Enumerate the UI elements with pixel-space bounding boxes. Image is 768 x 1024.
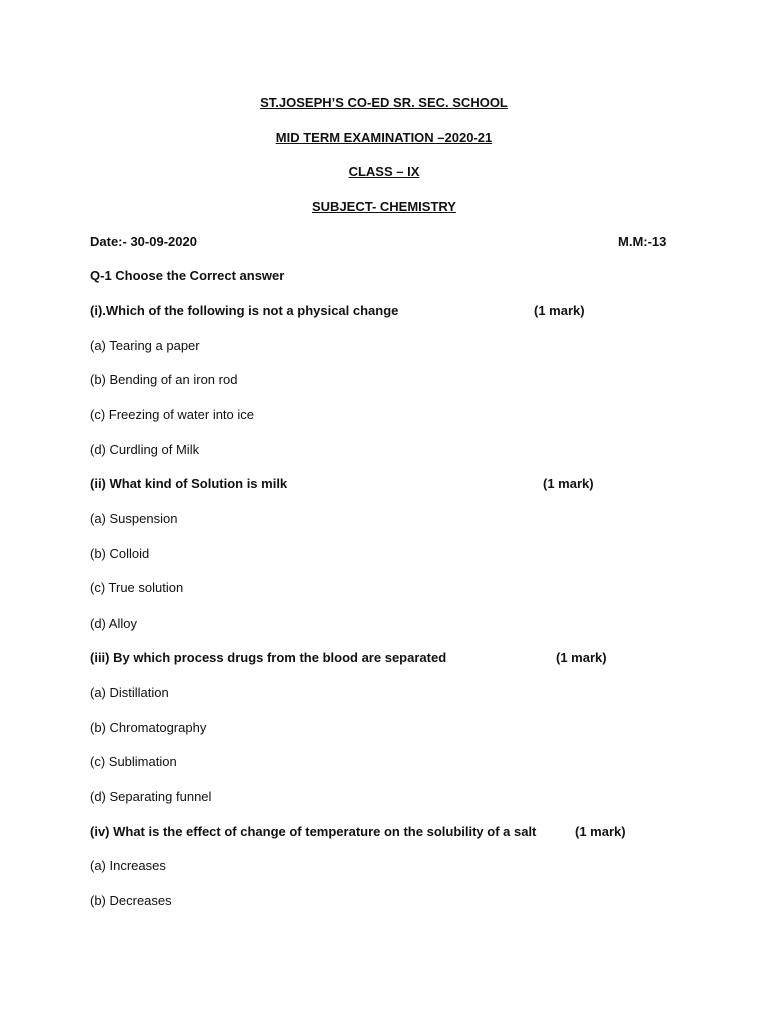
option: (b) Bending of an iron rod bbox=[90, 372, 238, 387]
option: (d) Alloy bbox=[90, 616, 137, 631]
section-heading: Q-1 Choose the Correct answer bbox=[90, 268, 285, 283]
option: (c) True solution bbox=[90, 580, 184, 595]
question-text: (i).Which of the following is not a physical change bbox=[90, 303, 399, 318]
question-marks: (1 mark) bbox=[556, 650, 607, 665]
option: (a) Increases bbox=[90, 858, 166, 873]
subject-label: SUBJECT- CHEMISTRY bbox=[312, 199, 456, 214]
class-label: CLASS – IX bbox=[348, 164, 420, 179]
option: (d) Curdling of Milk bbox=[90, 442, 200, 457]
option: (b) Colloid bbox=[90, 546, 150, 561]
exam-title: MID TERM EXAMINATION –2020-21 bbox=[275, 130, 493, 145]
option: (b) Chromatography bbox=[90, 720, 207, 735]
option: (c) Freezing of water into ice bbox=[90, 407, 255, 422]
question-marks: (1 mark) bbox=[543, 476, 594, 491]
question-marks: (1 mark) bbox=[575, 824, 626, 839]
option: (d) Separating funnel bbox=[90, 789, 212, 804]
option: (c) Sublimation bbox=[90, 754, 177, 769]
question-text: (iii) By which process drugs from the blood are separated bbox=[90, 650, 447, 665]
max-marks: M.M:-13 bbox=[618, 234, 667, 249]
option: (a) Tearing a paper bbox=[90, 338, 200, 353]
question-marks: (1 mark) bbox=[534, 303, 585, 318]
option: (a) Suspension bbox=[90, 511, 178, 526]
exam-date: Date:- 30-09-2020 bbox=[90, 234, 197, 249]
question-text: (ii) What kind of Solution is milk bbox=[90, 476, 288, 491]
school-name: ST.JOSEPH’S CO-ED SR. SEC. SCHOOL bbox=[260, 95, 508, 110]
option: (a) Distillation bbox=[90, 685, 169, 700]
question-text: (iv) What is the effect of change of temperature on the solubility of a salt bbox=[90, 824, 537, 839]
option: (b) Decreases bbox=[90, 893, 172, 908]
